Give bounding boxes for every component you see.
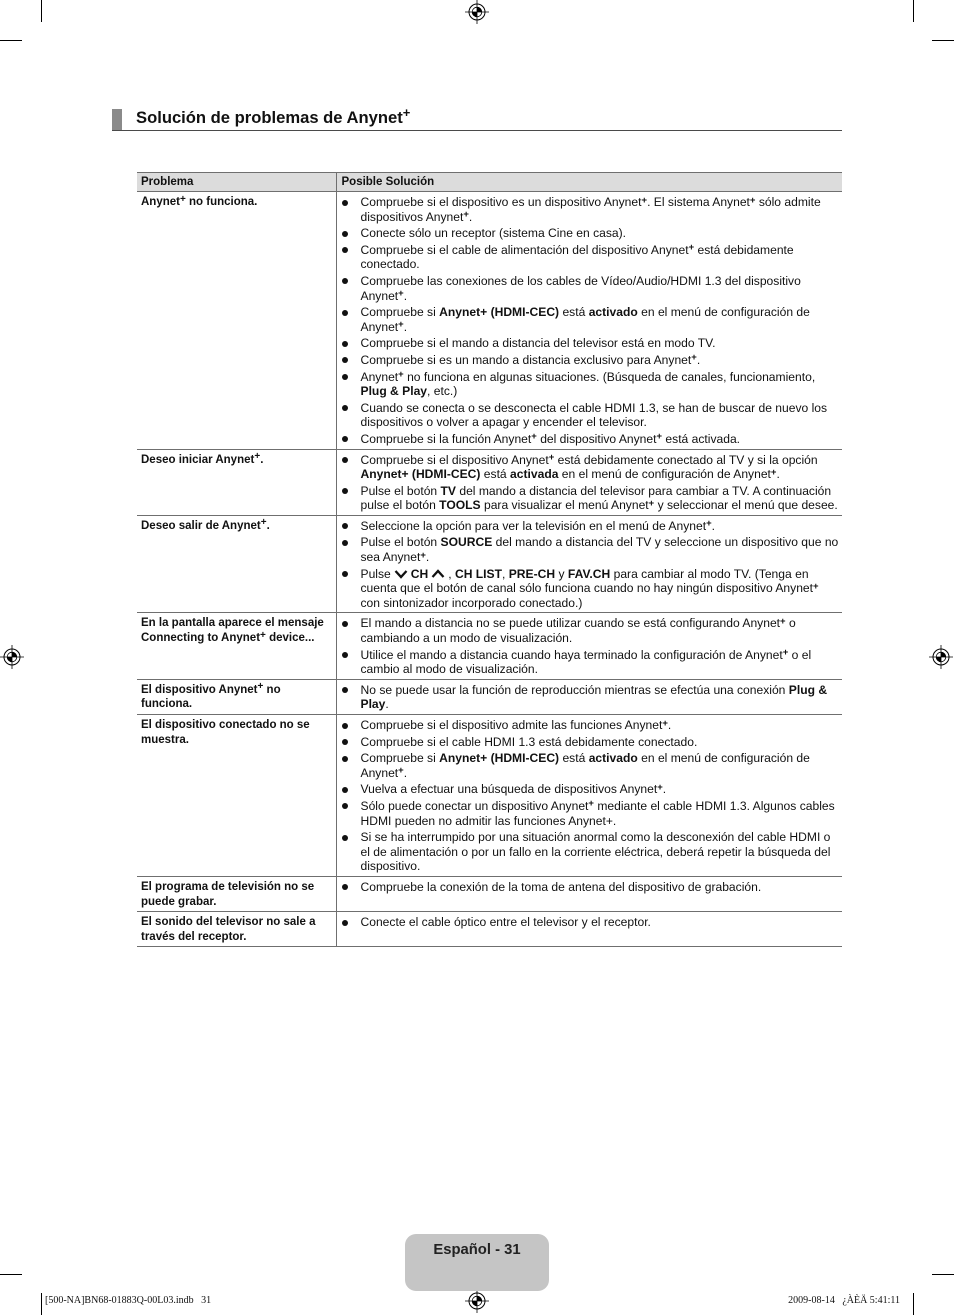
text-segment: o cambiando a un modo de visualización. xyxy=(360,616,796,646)
solution-cell xyxy=(336,449,842,515)
text-segment: del mando a distancia del TV y seleccione un dispositivo que no sea Anynet xyxy=(360,535,839,565)
text-segment: está xyxy=(559,751,589,766)
solution-item xyxy=(337,915,840,930)
text-segment: está debidamente conectado. xyxy=(360,242,794,272)
bold-text: Plug & Play xyxy=(360,384,428,399)
text-segment: Compruebe si la función Anynet xyxy=(360,431,532,446)
solution-item xyxy=(337,195,840,224)
solution-cell xyxy=(336,613,842,679)
troubleshooting-table xyxy=(137,172,842,947)
text-segment: Conecte el cable óptico entre el televisor y el receptor. xyxy=(360,915,651,930)
text-segment: El programa de televisión no se puede grabar. xyxy=(141,880,315,908)
text-segment: El dispositivo conectado no se muestra. xyxy=(141,719,310,746)
solution-item xyxy=(337,616,840,645)
solution-item xyxy=(337,535,840,564)
text-segment: Deseo salir de Anynet xyxy=(141,519,261,532)
crop-mark-bottom-left-vertical xyxy=(41,1293,42,1315)
solution-item xyxy=(337,243,840,272)
superscript-plus: + xyxy=(260,629,266,641)
text-segment: El sonido del televisor no sale a través del receptor. xyxy=(141,916,316,943)
problem-cell xyxy=(137,679,336,714)
solution-item xyxy=(337,274,840,303)
page-number-tab xyxy=(405,1234,549,1291)
text-segment: . xyxy=(403,288,408,303)
text-segment: Compruebe si el dispositivo admite las funciones Anynet xyxy=(360,718,663,732)
table-body xyxy=(137,192,842,947)
solution-item xyxy=(337,567,840,611)
superscript-plus: + xyxy=(531,431,537,443)
solution-item xyxy=(337,226,840,241)
text-segment: El dispositivo Anynet xyxy=(141,683,258,696)
bold-text: CH LIST xyxy=(454,566,502,581)
text-segment: Compruebe si el mando a distancia del televisor está en modo TV. xyxy=(360,336,716,351)
chevron-down-icon xyxy=(394,569,408,579)
text-segment: Compruebe si el dispositivo Anynet xyxy=(360,452,549,467)
solution-item xyxy=(337,484,840,513)
bold-text: PRE-CH xyxy=(508,566,556,581)
problem-cell xyxy=(137,912,336,947)
text-segment: . xyxy=(385,697,389,712)
table-row xyxy=(137,679,842,714)
table-header-row xyxy=(137,173,842,192)
superscript-plus: + xyxy=(648,497,655,509)
text-segment: Deseo iniciar Anynet xyxy=(141,453,255,466)
solution-item xyxy=(337,401,840,430)
superscript-plus: + xyxy=(780,615,786,627)
problem-cell xyxy=(137,515,336,613)
bold-text: TV xyxy=(440,483,456,498)
solution-cell xyxy=(336,912,842,947)
text-segment: Compruebe si el cable HDMI 1.3 está debidamente conectado. xyxy=(360,734,698,749)
text-segment: en el menú de configuración de Anynet xyxy=(360,751,810,780)
solution-item xyxy=(337,353,840,368)
chevron-up-icon xyxy=(431,569,445,579)
superscript-plus: + xyxy=(179,193,186,205)
solution-item xyxy=(337,880,840,895)
text-segment: está debidamente conectado al TV y si la opción xyxy=(554,452,818,467)
text-segment: . xyxy=(403,765,408,780)
text-segment: Solución de problemas de Anynet xyxy=(136,108,403,127)
text-segment: Anynet xyxy=(141,196,180,208)
crop-mark-bottom-right-vertical xyxy=(913,1293,914,1315)
registration-mark-top-icon xyxy=(465,0,489,24)
text-segment: Compruebe las conexiones de los cables de Vídeo/Audio/HDMI 1.3 del dispositivo Anynet xyxy=(360,273,801,303)
table-row xyxy=(137,515,842,613)
text-segment: Pulse xyxy=(360,566,391,581)
text-segment: . xyxy=(776,467,780,482)
superscript-plus: + xyxy=(398,319,404,331)
crop-mark-bottom-right-horizontal xyxy=(932,1274,954,1275)
title-rule xyxy=(112,130,842,131)
superscript-plus: + xyxy=(420,549,426,561)
text-segment: Compruebe la conexión de la toma de antena del dispositivo de grabación. xyxy=(360,879,762,894)
bold-text: TOOLS xyxy=(439,498,481,513)
print-file-info: [500-NA]BN68-01883Q-00L03.indb 31 xyxy=(45,1295,212,1306)
registration-mark-right-icon xyxy=(929,645,953,669)
print-timestamp: 2009-08-14 ¿ÀÈÄ 5:41:11 xyxy=(788,1295,900,1306)
header-problem: Problema xyxy=(137,173,336,192)
text-segment: Pulse el botón xyxy=(360,535,441,550)
crop-mark-top-right-horizontal xyxy=(932,40,954,41)
solution-list xyxy=(337,880,840,895)
text-segment: Sólo puede conectar un dispositivo Anynet xyxy=(360,798,589,813)
superscript-plus: + xyxy=(463,209,469,221)
solution-list xyxy=(337,718,840,874)
text-segment: No se puede usar la función de reproducción mientras se efectúa una conexión xyxy=(360,682,789,697)
solution-item xyxy=(337,735,840,750)
solution-item xyxy=(337,751,840,780)
superscript-plus: + xyxy=(548,452,555,463)
registration-mark-left-icon xyxy=(0,645,24,669)
superscript-plus: + xyxy=(402,105,411,120)
text-segment: con sintonizador incorporado conectado.) xyxy=(360,595,583,610)
problem-cell xyxy=(137,449,336,515)
text-segment: . xyxy=(266,519,270,532)
text-segment: no funciona. xyxy=(185,196,258,208)
title-marker xyxy=(112,109,122,131)
solution-cell xyxy=(336,876,842,911)
text-segment: está activada. xyxy=(662,431,741,446)
solution-list xyxy=(337,683,840,712)
text-segment: Cuando se conecta o se desconecta el cable HDMI 1.3, se han de buscar de nuevo los dispositivos o volver a apagar y encender el televisor. xyxy=(360,400,828,430)
text-segment: El mando a distancia no se puede utilizar cuando se está configurando Anynet xyxy=(360,616,781,631)
problem-cell xyxy=(137,192,336,450)
solution-list xyxy=(337,616,840,676)
text-segment: En la pantalla aparece el mensaje Connecting to Anynet xyxy=(141,617,324,645)
bold-text: Anynet+ (HDMI-CEC) xyxy=(439,751,560,766)
superscript-plus: + xyxy=(691,352,697,364)
superscript-plus: + xyxy=(782,647,789,659)
solution-list xyxy=(337,915,840,930)
solution-cell xyxy=(336,679,842,714)
text-segment: . xyxy=(711,518,716,533)
text-segment: Si se ha interrumpido por una situación anormal como la desconexión del cable HDMI o el de alimentación o por un fallo en la corriente eléctrica, deberá repetir la búsqueda del dispositivo. xyxy=(360,830,831,874)
table-row xyxy=(137,613,842,679)
text-segment: del dispositivo Anynet xyxy=(536,431,657,446)
superscript-plus: + xyxy=(706,518,712,530)
superscript-plus: + xyxy=(656,431,663,443)
superscript-plus: + xyxy=(662,717,668,729)
solution-item xyxy=(337,683,840,712)
superscript-plus: + xyxy=(398,369,404,381)
page-number-label: Español - 31 xyxy=(433,1242,521,1258)
bold-text: activada xyxy=(510,467,559,482)
text-segment: Conecte sólo un receptor (sistema Cine en casa). xyxy=(360,226,627,241)
text-segment: Compruebe si es un mando a distancia exclusivo para Anynet xyxy=(360,352,692,367)
text-segment: . xyxy=(667,718,672,732)
bold-text: Anynet+ (HDMI-CEC) xyxy=(360,467,481,482)
bold-text: activado xyxy=(588,751,638,766)
solution-cell xyxy=(336,715,842,877)
solution-item xyxy=(337,453,840,482)
superscript-plus: + xyxy=(688,242,695,254)
solution-list xyxy=(337,453,840,513)
text-segment: . xyxy=(662,782,667,797)
crop-mark-bottom-left-horizontal xyxy=(0,1274,22,1275)
text-segment: . xyxy=(468,209,473,224)
problem-cell xyxy=(137,715,336,877)
table-head xyxy=(137,173,842,192)
text-segment: Utilice el mando a distancia cuando haya terminado la configuración de Anynet xyxy=(360,647,783,662)
bold-text: activado xyxy=(588,305,638,320)
superscript-plus: + xyxy=(657,781,663,793)
superscript-plus: + xyxy=(749,194,756,206)
crop-mark-top-left-vertical xyxy=(41,0,42,22)
superscript-plus: + xyxy=(254,451,261,462)
text-segment: para visualizar el menú Anynet xyxy=(480,498,649,513)
superscript-plus: + xyxy=(813,580,819,592)
text-segment: . El sistema Anynet xyxy=(647,195,750,209)
superscript-plus: + xyxy=(257,681,264,693)
text-segment: mediante el cable HDMI 1.3. Algunos cables HDMI pueden no admitir las funciones Anynet+. xyxy=(360,798,835,828)
text-segment: Pulse el botón xyxy=(360,483,441,498)
text-segment: . xyxy=(260,453,264,466)
problem-cell xyxy=(137,613,336,679)
text-segment: del mando a distancia del televisor para cambiar a TV. A continuación pulse el botón xyxy=(360,483,832,513)
text-segment: y seleccionar el menú que desee. xyxy=(654,498,838,513)
solution-item xyxy=(337,648,840,677)
solution-item xyxy=(337,370,840,399)
table-row xyxy=(137,876,842,911)
solution-cell xyxy=(336,515,842,613)
registration-mark-bottom-icon xyxy=(465,1289,489,1313)
crop-mark-top-left-horizontal xyxy=(0,40,22,41)
text-segment: no funciona. xyxy=(141,683,281,711)
text-segment: está xyxy=(480,467,511,482)
text-segment: y xyxy=(555,566,568,581)
text-segment: sólo admite dispositivos Anynet xyxy=(360,195,821,224)
text-segment: , xyxy=(448,566,455,581)
header-solution: Posible Solución xyxy=(336,173,842,192)
superscript-plus: + xyxy=(641,194,648,206)
superscript-plus: + xyxy=(398,765,404,777)
solution-item xyxy=(337,336,840,351)
page-title xyxy=(136,105,411,128)
bold-text: CH xyxy=(410,566,429,581)
table-row xyxy=(137,449,842,515)
text-segment: , etc.) xyxy=(427,384,458,399)
text-segment: Compruebe si el cable de alimentación del dispositivo Anynet xyxy=(360,242,689,257)
text-segment: . xyxy=(696,352,701,367)
solution-cell xyxy=(336,192,842,450)
text-segment: . xyxy=(403,319,408,334)
solution-list xyxy=(337,519,840,611)
text-segment: para cambiar al modo TV. (Tenga en cuenta que el botón de canal sólo funciona cuando no hay ningún dispositivo Anynet xyxy=(360,566,814,596)
superscript-plus: + xyxy=(260,517,267,529)
text-segment: device... xyxy=(265,632,315,645)
text-segment: Anynet xyxy=(360,369,399,384)
text-segment: no funciona en algunas situaciones. (Búsqueda de canales, funcionamiento, xyxy=(403,369,816,384)
bold-text: SOURCE xyxy=(440,535,493,550)
text-segment: . xyxy=(425,550,430,565)
text-segment: o el cambio al modo de visualización. xyxy=(360,647,812,677)
text-segment: Compruebe si el dispositivo es un dispositivo Anynet xyxy=(360,195,642,209)
solution-item xyxy=(337,782,840,797)
superscript-plus: + xyxy=(398,288,404,300)
solution-list xyxy=(337,195,840,447)
superscript-plus: + xyxy=(588,798,594,810)
table-row xyxy=(137,715,842,877)
solution-item xyxy=(337,519,840,534)
text-segment: Vuelva a efectuar una búsqueda de dispositivos Anynet xyxy=(360,782,658,797)
table-row xyxy=(137,912,842,947)
crop-mark-top-right-vertical xyxy=(913,0,914,22)
problem-cell xyxy=(137,876,336,911)
solution-item xyxy=(337,305,840,334)
solution-item xyxy=(337,432,840,447)
table-row xyxy=(137,192,842,450)
text-segment: , xyxy=(502,566,509,581)
superscript-plus: + xyxy=(770,466,777,478)
text-segment: está xyxy=(559,305,589,320)
bold-text: Anynet+ (HDMI-CEC) xyxy=(439,305,560,320)
solution-item xyxy=(337,718,840,733)
bold-text: Plug & Play xyxy=(360,682,828,712)
solution-item xyxy=(337,830,840,874)
text-segment: en el menú de configuración de Anynet xyxy=(360,305,810,334)
bold-text: FAV.CH xyxy=(567,566,611,581)
text-segment: Seleccione la opción para ver la televisión en el menú de Anynet xyxy=(360,518,707,533)
text-segment: Compruebe si xyxy=(360,305,440,320)
solution-item xyxy=(337,799,840,828)
text-segment: Compruebe si xyxy=(360,751,440,766)
text-segment: en el menú de configuración de Anynet xyxy=(558,467,771,482)
